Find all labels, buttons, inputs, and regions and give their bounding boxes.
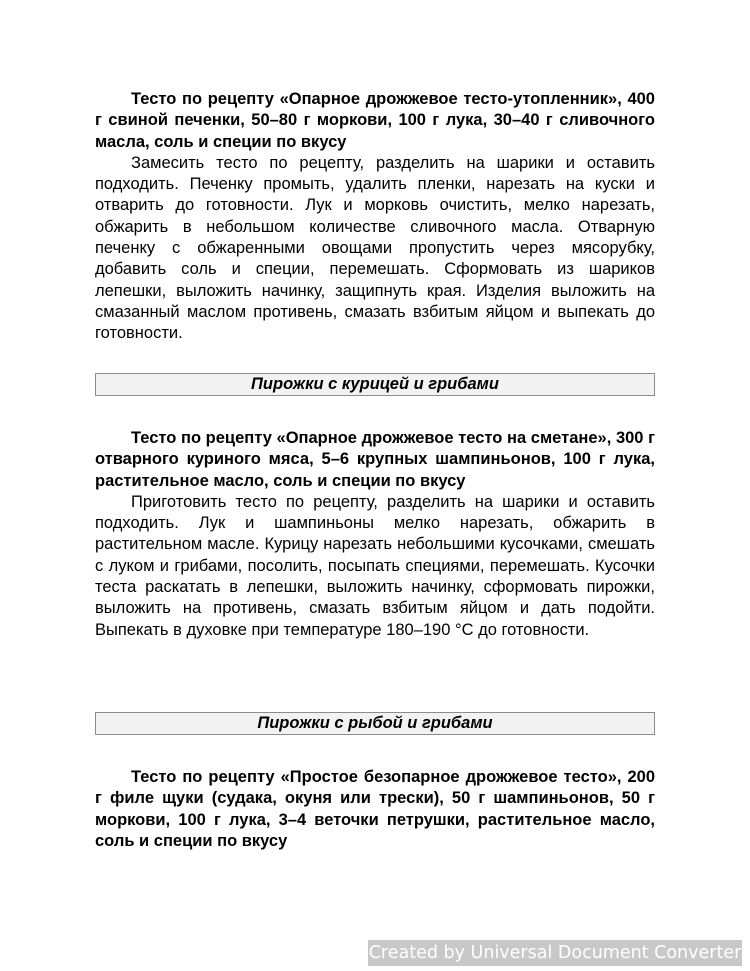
recipe-3-title: Пирожки с рыбой и грибами <box>95 712 655 735</box>
recipe-2 <box>95 428 655 641</box>
recipe-1-ingredients: Тесто по рецепту «Опарное дрожжевое тесто-утопленник», 400 г свиной печенки, 50–80 г моркови, 100 г лука, 30–40 г сливочного масла, соль и специи по вкусу <box>95 90 655 151</box>
recipe-3 <box>95 767 655 852</box>
recipe-3-ingredients: Тесто по рецепту «Простое безопарное дрожжевое тесто», 200 г филе щуки (судака, окуня или трески), 50 г шампиньонов, 50 г моркови, 100 г лука, 3–4 веточки петрушки, растительное масло, соль и специи по вкусу <box>95 768 655 850</box>
recipe-2-ingredients: Тесто по рецепту «Опарное дрожжевое тесто на сметане», 300 г отварного куриного мяса, 5–6 крупных шампиньонов, 100 г лука, растительное масло, соль и специи по вкусу <box>95 429 655 490</box>
recipe-2-method: Приготовить тесто по рецепту, разделить на шарики и оставить подходить. Лук и шампиньоны мелко нарезать, обжарить в растительном масле. Курицу нарезать небольшими кусочками, смешать с луком и грибами, посолить, посыпать специями, перемешать. Кусочки теста раскатать в лепешки, выложить начинку, сформовать пирожки, выложить на противень, смазать взбитым яйцом и дать подойти. Выпекать в духовке при температуре 180–190 °С до готовности. <box>95 492 655 639</box>
watermark: Created by Universal Document Converter <box>368 940 742 966</box>
recipe-1-method: Замесить тесто по рецепту, разделить на шарики и оставить подходить. Печенку промыть, удалить пленки, нарезать на куски и отварить до готовности. Лук и морковь очистить, мелко нарезать, обжарить в небольшом количестве сливочного масла. Отварную печенку с обжаренными овощами пропустить через мясорубку, добавить соль и специи, перемешать. Сформовать из шариков лепешки, выложить начинку, защипнуть края. Изделия выложить на смазанный маслом противень, смазать взбитым яйцом и выпекать до готовности. <box>95 153 655 343</box>
recipe-2-title: Пирожки с курицей и грибами <box>95 373 655 396</box>
recipe-1 <box>95 89 655 345</box>
